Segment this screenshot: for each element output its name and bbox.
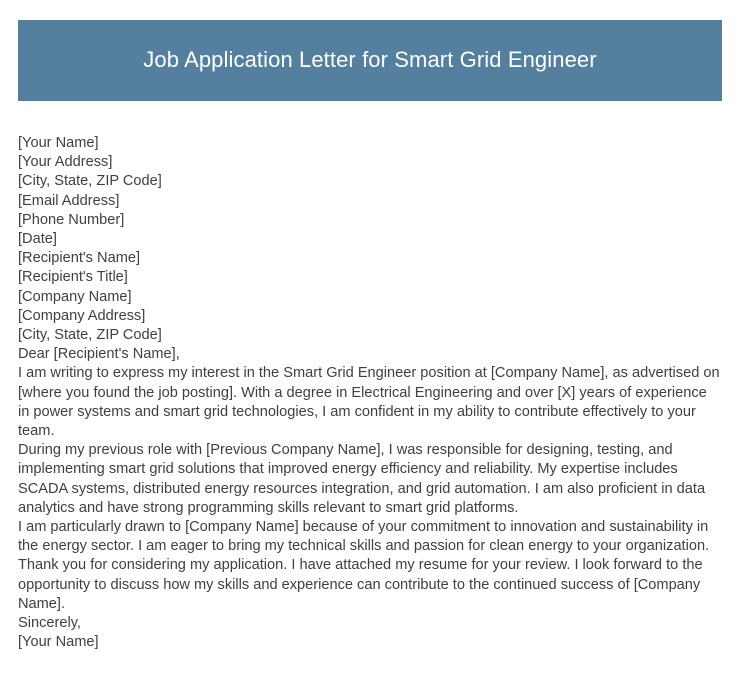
recipient-title: [Recipient's Title] xyxy=(18,269,128,286)
sender-email: [Email Address] xyxy=(18,192,120,209)
salutation: Dear [Recipient's Name], xyxy=(18,346,180,363)
recipient-city-state-zip: [City, State, ZIP Code] xyxy=(18,327,162,344)
sender-name: [Your Name] xyxy=(18,135,99,151)
signature-name: [Your Name] xyxy=(18,634,99,651)
sender-address: [Your Address] xyxy=(18,154,113,171)
body-paragraph-2: During my previous role with [Previous Company Name], I was responsible for designing, testing, and implementing smart grid solutions that improved energy efficiency and reliability. My expertise includes SCADA systems, distributed energy resources integration, and grid automation. I am also proficient in data analytics and have strong programming skills relevant to smart grid platforms. xyxy=(18,442,706,516)
letter-content xyxy=(18,134,722,652)
recipient-address-block xyxy=(18,249,722,345)
closing: Sincerely, xyxy=(18,615,81,632)
sender-city-state-zip: [City, State, ZIP Code] xyxy=(18,173,162,190)
letter-date: [Date] xyxy=(18,231,57,248)
body-paragraph-1: I am writing to express my interest in the Smart Grid Engineer position at [Company Name], as advertised on [where you found the job posting]. With a degree in Electrical Engineering and over [X] years of experience in power systems and smart grid technologies, I am confident in my ability to contribute effectively to your team. xyxy=(18,365,720,440)
sender-phone: [Phone Number] xyxy=(18,211,125,228)
body-paragraph-4: Thank you for considering my application. I have attached my resume for your review. I look forward to the opportunity to discuss how my skills and experience can contribute to the continued success of [Company Name]. xyxy=(18,557,703,612)
page-title: Job Application Letter for Smart Grid Engineer xyxy=(143,47,597,73)
body-paragraph-3: I am particularly drawn to [Company Name] because of your commitment to innovation and sustainability in the energy sector. I am eager to bring my technical skills and passion for clean energy to your organization. xyxy=(18,519,710,555)
recipient-company-address: [Company Address] xyxy=(18,307,146,324)
header-banner xyxy=(18,20,722,101)
recipient-company-name: [Company Name] xyxy=(18,288,132,305)
recipient-name: [Recipient's Name] xyxy=(18,250,141,267)
sender-address-block xyxy=(18,134,722,249)
